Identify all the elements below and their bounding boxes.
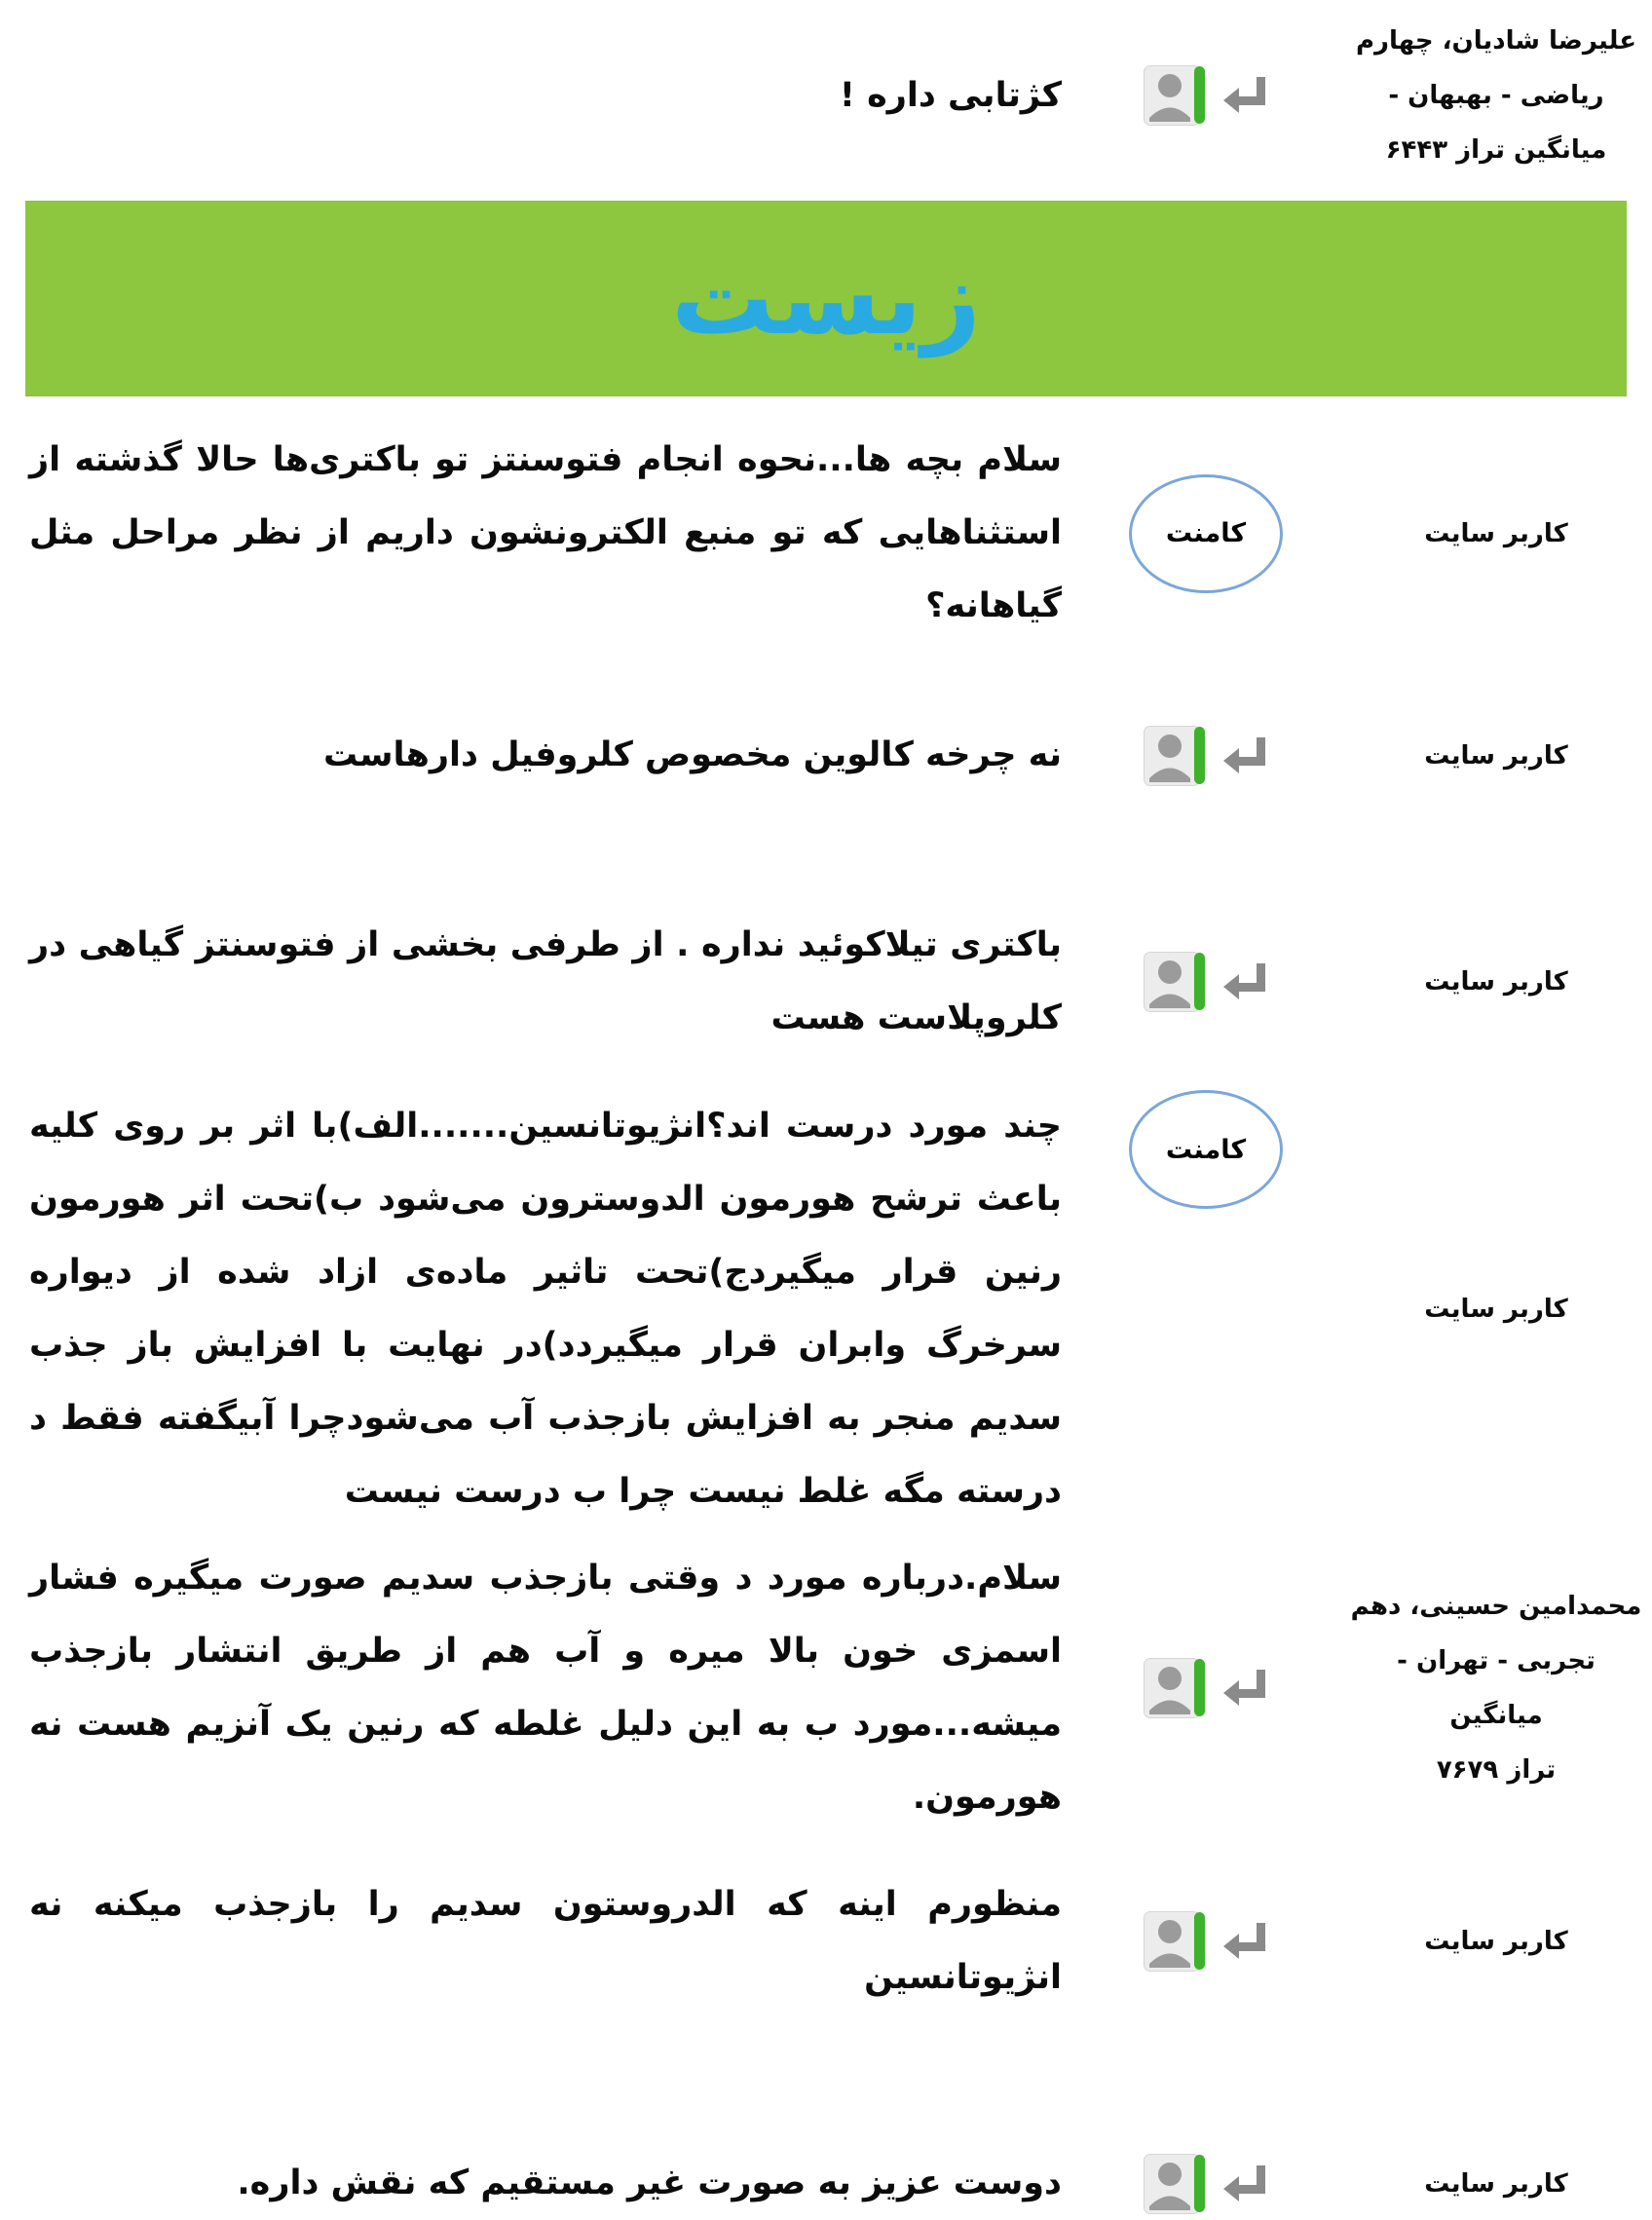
marker-cell bbox=[1062, 65, 1350, 126]
author-detail: تجربی - تهران - میانگین bbox=[1397, 1646, 1596, 1730]
marker-cell bbox=[1062, 952, 1350, 1012]
reply-arrow-icon[interactable] bbox=[1223, 1921, 1268, 1962]
section-banner bbox=[25, 201, 1627, 396]
avatar-green-bar-icon bbox=[1194, 2155, 1205, 2212]
avatar-reply-cluster bbox=[1144, 65, 1268, 126]
comment-badge bbox=[1129, 1090, 1283, 1209]
avatar-reply-cluster bbox=[1144, 952, 1268, 1012]
avatar-green-bar-icon bbox=[1194, 727, 1205, 784]
reply-arrow-icon[interactable] bbox=[1223, 961, 1268, 1002]
avatar-reply-cluster bbox=[1144, 1911, 1268, 1972]
comment-text: چند مورد درست اند؟انژیوتانسین.......الف)با اثر بر روی کلیه باعث ترشح هورمون الدوسترون می‌شود ب)تحت اثر هورمون رنین قرار میگیردج)تحت تاثیر ماده‌ی ازاد شده از دیواره سرخرگ وابران قرار میگیردد)در نهایت با افزایش باز جذب سدیم منجر به افزایش بازجذب آب می‌شودچرا آبیگفته فقط د درسته مگه غلط نیست چرا ب درست نیست bbox=[29, 1107, 1062, 1511]
author-block bbox=[1350, 729, 1642, 783]
author-detail: ریاضی - بهبهان - bbox=[1388, 81, 1604, 110]
author-block bbox=[1350, 2157, 1642, 2211]
user-avatar-icon bbox=[1144, 952, 1200, 1012]
comment-row bbox=[0, 2147, 1652, 2220]
avatar-green-bar-icon bbox=[1194, 1659, 1205, 1716]
reply-arrow-icon[interactable] bbox=[1223, 75, 1268, 116]
avatar-green-bar-icon bbox=[1194, 953, 1205, 1010]
user-avatar-icon bbox=[1144, 2154, 1200, 2214]
author-score: میانگین تراز ۶۴۴۳ bbox=[1385, 135, 1607, 165]
reply-row-header bbox=[0, 14, 1652, 177]
marker-cell bbox=[1062, 2154, 1350, 2214]
avatar-reply-cluster bbox=[1144, 2154, 1268, 2214]
comment-text: سلام.درباره مورد د وقتی بازجذب سدیم صورت میگیره فشار اسمزی خون بالا میره و آب هم از طریق انتشار بازجذب میشه...مورد ب به این دلیل غلطه که رنین یک آنزیم هست نه هورمون. bbox=[29, 1559, 1062, 1817]
comment-text: منظورم اینه که الدروستون سدیم را بازجذب میکنه نه انژیوتانسین bbox=[29, 1885, 1062, 1997]
author-name: علیرضا شادیان، چهارم bbox=[1355, 26, 1637, 56]
avatar-reply-cluster bbox=[1144, 1658, 1268, 1718]
author-block bbox=[1350, 14, 1642, 177]
author-name: کاربر سایت bbox=[1424, 518, 1568, 548]
reply-text: کژتابی داره ! bbox=[839, 75, 1062, 115]
author-name: محمدامین حسینی، دهم bbox=[1350, 1592, 1642, 1621]
comment-text: سلام بچه ها...نحوه انجام فتوسنتز تو باکتری‌ها حالا گذشته از استثناهایی که تو منبع الکترونشون داریم از نظر مراحل مثل گیاهانه؟ bbox=[29, 440, 1062, 625]
comment-badge bbox=[1129, 474, 1283, 593]
reply-arrow-icon[interactable] bbox=[1223, 735, 1268, 776]
author-block bbox=[1350, 1579, 1642, 1797]
reply-arrow-icon[interactable] bbox=[1223, 2164, 1268, 2204]
section-title: زیست bbox=[671, 239, 981, 357]
comment-text: نه چرخه کالوین مخصوص کلروفیل دارهاست bbox=[323, 735, 1062, 774]
avatar-green-bar-icon bbox=[1194, 66, 1205, 124]
user-avatar-icon bbox=[1144, 65, 1200, 126]
author-name: کاربر سایت bbox=[1424, 2168, 1568, 2199]
comment-text: دوست عزیز به صورت غیر مستقیم که نقش داره. bbox=[237, 2164, 1062, 2202]
author-name: کاربر سایت bbox=[1424, 1927, 1568, 1956]
marker-cell bbox=[1062, 1090, 1350, 1209]
comment-row bbox=[0, 1868, 1652, 2014]
author-name: کاربر سایت bbox=[1424, 1295, 1568, 1324]
user-avatar-icon bbox=[1144, 1658, 1200, 1718]
author-name: کاربر سایت bbox=[1424, 967, 1568, 997]
reply-arrow-icon[interactable] bbox=[1223, 1668, 1268, 1709]
comment-row bbox=[0, 719, 1652, 792]
author-name: کاربر سایت bbox=[1424, 740, 1568, 771]
marker-cell bbox=[1062, 474, 1350, 593]
author-block bbox=[1350, 1282, 1642, 1336]
avatar-reply-cluster bbox=[1144, 726, 1268, 786]
user-avatar-icon bbox=[1144, 726, 1200, 786]
author-block bbox=[1350, 507, 1642, 561]
author-block bbox=[1350, 955, 1642, 1009]
comment-row bbox=[0, 909, 1652, 1055]
comment-row bbox=[0, 424, 1652, 643]
avatar-green-bar-icon bbox=[1194, 1912, 1205, 1970]
comment-badge-label: کامنت bbox=[1165, 518, 1247, 548]
comment-badge-label: کامنت bbox=[1165, 1134, 1247, 1165]
comment-text: باکتری تیلاکوئید نداره . از طرفی بخشی از فتوسنتز گیاهی در کلروپلاست هست bbox=[29, 925, 1062, 1037]
user-avatar-icon bbox=[1144, 1911, 1200, 1972]
marker-cell bbox=[1062, 1658, 1350, 1718]
comment-row bbox=[0, 1542, 1652, 1834]
author-score: تراز ۷۶۷۹ bbox=[1436, 1755, 1557, 1785]
comment-row bbox=[0, 1090, 1652, 1528]
marker-cell bbox=[1062, 726, 1350, 786]
marker-cell bbox=[1062, 1911, 1350, 1972]
author-block bbox=[1350, 1914, 1642, 1969]
